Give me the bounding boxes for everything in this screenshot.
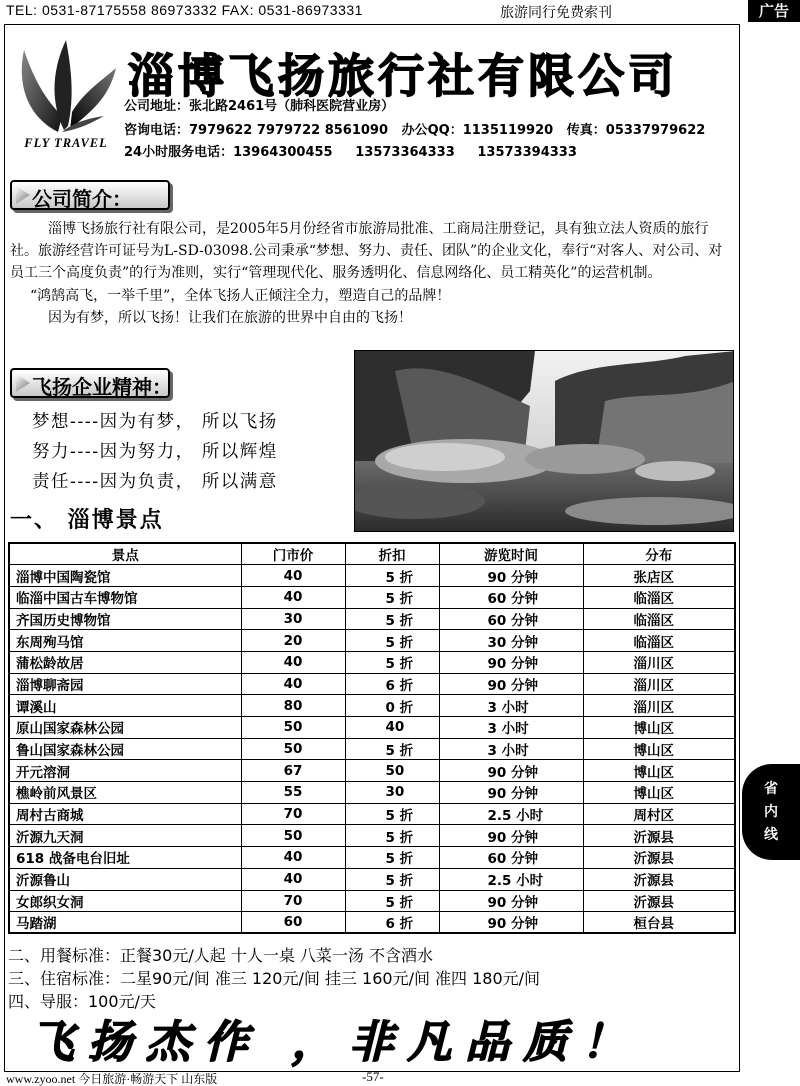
table-row bbox=[9, 608, 735, 630]
spot-discount: 5 折 bbox=[345, 825, 439, 847]
motto: 飞扬杰作 ，非凡品质！ bbox=[30, 1017, 640, 1068]
spot-discount: 50 bbox=[345, 760, 439, 782]
table-row bbox=[9, 673, 735, 695]
spot-name: 沂源鲁山 bbox=[9, 868, 241, 890]
spot-district: 临淄区 bbox=[583, 630, 735, 652]
guide-standard: 四、导服：100元/天 bbox=[8, 992, 156, 1011]
spot-duration: 90 分钟 bbox=[439, 825, 583, 847]
company-logo bbox=[12, 32, 120, 156]
spot-district: 博山区 bbox=[583, 760, 735, 782]
spot-price: 40 bbox=[241, 847, 345, 869]
spot-name: 淄博中国陶瓷馆 bbox=[9, 565, 241, 587]
spot-duration: 60 分钟 bbox=[439, 608, 583, 630]
spot-price: 30 bbox=[241, 608, 345, 630]
hotline-line bbox=[124, 141, 577, 160]
spot-name: 618 战备电台旧址 bbox=[9, 847, 241, 869]
spot-district: 周村区 bbox=[583, 803, 735, 825]
spot-price: 40 bbox=[241, 651, 345, 673]
spot-name: 蒲松龄故居 bbox=[9, 651, 241, 673]
spot-district: 临淄区 bbox=[583, 608, 735, 630]
flame-leaf-icon bbox=[12, 32, 120, 136]
spot-duration: 3 小时 bbox=[439, 738, 583, 760]
spot-district: 桓台县 bbox=[583, 912, 735, 934]
ad-badge: 广告 bbox=[748, 0, 800, 22]
spot-discount: 6 折 bbox=[345, 673, 439, 695]
spot-price: 67 bbox=[241, 760, 345, 782]
spot-duration: 90 分钟 bbox=[439, 651, 583, 673]
page-number: -57- bbox=[362, 1069, 384, 1084]
spot-discount: 5 折 bbox=[345, 630, 439, 652]
consult-line bbox=[124, 119, 705, 138]
spot-discount: 5 折 bbox=[345, 847, 439, 869]
spot-duration: 2.5 小时 bbox=[439, 868, 583, 890]
top-contact: TEL: 0531-87175558 86973332 FAX: 0531-86973331 bbox=[6, 2, 363, 18]
consult-phones: 7979622 7979722 8561090 bbox=[189, 123, 389, 138]
qq-label: 办公QQ： bbox=[401, 123, 463, 138]
company-name: 淄博飞扬旅行社有限公司 bbox=[128, 49, 678, 103]
spot-price: 40 bbox=[241, 565, 345, 587]
table-row bbox=[9, 738, 735, 760]
section-title-zibo-spots: 一、 淄博景点 bbox=[10, 507, 164, 533]
spot-discount: 5 折 bbox=[345, 651, 439, 673]
table-row bbox=[9, 760, 735, 782]
intro-paragraph-3: 因为有梦，所以飞扬！让我们在旅游的世界中自由的飞扬！ bbox=[48, 309, 412, 326]
spots-table bbox=[8, 542, 736, 934]
scenery-photo bbox=[354, 350, 734, 532]
spirit-line-1: 梦想----因为有梦， 所以飞扬 bbox=[32, 412, 278, 432]
spot-price: 40 bbox=[241, 673, 345, 695]
company-address: 公司地址：张北路2461号（肺科医院营业房） bbox=[124, 99, 395, 114]
spot-price: 40 bbox=[241, 868, 345, 890]
intro-paragraph-2: “鸿鹄高飞，一举千里”，全体飞扬人正倾注全力，塑造自己的品牌！ bbox=[30, 287, 451, 304]
spot-duration: 90 分钟 bbox=[439, 912, 583, 934]
table-row bbox=[9, 868, 735, 890]
spot-duration: 90 分钟 bbox=[439, 565, 583, 587]
spot-name: 沂源九天洞 bbox=[9, 825, 241, 847]
spot-discount: 30 bbox=[345, 782, 439, 804]
table-row bbox=[9, 630, 735, 652]
spot-district: 博山区 bbox=[583, 738, 735, 760]
spot-discount: 6 折 bbox=[345, 912, 439, 934]
spot-price: 70 bbox=[241, 803, 345, 825]
spot-district: 沂源县 bbox=[583, 825, 735, 847]
col-header-discount: 折扣 bbox=[345, 543, 439, 565]
spot-name: 周村古商城 bbox=[9, 803, 241, 825]
spot-duration: 3 小时 bbox=[439, 717, 583, 739]
spot-name: 鲁山国家森林公园 bbox=[9, 738, 241, 760]
spot-district: 淄川区 bbox=[583, 651, 735, 673]
spot-price: 60 bbox=[241, 912, 345, 934]
footer-site: www.zyoo.net 今日旅游·畅游天下 山东版 bbox=[6, 1072, 218, 1086]
hotline-2: 13573364333 bbox=[355, 145, 455, 160]
spot-name: 谭溪山 bbox=[9, 695, 241, 717]
spot-name: 樵岭前风景区 bbox=[9, 782, 241, 804]
spot-name: 原山国家森林公园 bbox=[9, 717, 241, 739]
qq-number: 1135119920 bbox=[462, 123, 554, 138]
spot-discount: 5 折 bbox=[345, 890, 439, 912]
side-tab-char-3: 线 bbox=[764, 827, 778, 843]
top-bar bbox=[0, 0, 800, 22]
spot-discount: 5 折 bbox=[345, 868, 439, 890]
fax-label: 传真： bbox=[566, 123, 606, 138]
side-tab-provincial-routes bbox=[742, 764, 800, 860]
side-tab-char-2: 内 bbox=[764, 804, 778, 820]
table-row bbox=[9, 565, 735, 587]
table-row bbox=[9, 912, 735, 934]
spot-district: 张店区 bbox=[583, 565, 735, 587]
spot-discount: 5 折 bbox=[345, 738, 439, 760]
intro-header: 公司简介： bbox=[10, 180, 170, 210]
spot-duration: 60 分钟 bbox=[439, 847, 583, 869]
spot-price: 55 bbox=[241, 782, 345, 804]
table-row bbox=[9, 782, 735, 804]
table-body bbox=[9, 565, 735, 934]
spot-district: 博山区 bbox=[583, 782, 735, 804]
spot-price: 50 bbox=[241, 825, 345, 847]
spot-duration: 60 分钟 bbox=[439, 586, 583, 608]
hotline-1: 13964300455 bbox=[233, 145, 333, 160]
table-row bbox=[9, 695, 735, 717]
top-slogan: 旅游同行免费索刊 bbox=[500, 5, 612, 21]
table-row bbox=[9, 825, 735, 847]
meal-standard: 二、用餐标准：正餐30元/人起 十人一桌 八菜一汤 不含酒水 bbox=[8, 946, 434, 965]
spot-name: 马踏湖 bbox=[9, 912, 241, 934]
table-row bbox=[9, 586, 735, 608]
spot-duration: 2.5 小时 bbox=[439, 803, 583, 825]
spot-district: 博山区 bbox=[583, 717, 735, 739]
spot-name: 东周殉马馆 bbox=[9, 630, 241, 652]
table-row bbox=[9, 890, 735, 912]
col-header-spot: 景点 bbox=[9, 543, 241, 565]
spot-name: 淄博聊斋园 bbox=[9, 673, 241, 695]
table-row bbox=[9, 717, 735, 739]
col-header-price: 门市价 bbox=[241, 543, 345, 565]
spot-name: 开元溶洞 bbox=[9, 760, 241, 782]
logo-text: FLY TRAVEL bbox=[24, 136, 108, 150]
spot-duration: 90 分钟 bbox=[439, 782, 583, 804]
spot-district: 沂源县 bbox=[583, 890, 735, 912]
table-row bbox=[9, 803, 735, 825]
hotline-3: 13573394333 bbox=[477, 145, 577, 160]
spot-price: 50 bbox=[241, 717, 345, 739]
table-row bbox=[9, 651, 735, 673]
spot-price: 50 bbox=[241, 738, 345, 760]
spot-discount: 5 折 bbox=[345, 565, 439, 587]
spot-discount: 0 折 bbox=[345, 695, 439, 717]
spot-name: 临淄中国古车博物馆 bbox=[9, 586, 241, 608]
spot-name: 女郎织女洞 bbox=[9, 890, 241, 912]
spirit-header: 飞扬企业精神： bbox=[10, 368, 170, 398]
spot-duration: 90 分钟 bbox=[439, 673, 583, 695]
consult-label: 咨询电话： bbox=[124, 123, 190, 138]
table-header-row bbox=[9, 543, 735, 565]
spot-district: 淄川区 bbox=[583, 673, 735, 695]
company-intro bbox=[10, 218, 735, 329]
spot-duration: 3 小时 bbox=[439, 695, 583, 717]
col-header-district: 分布 bbox=[583, 543, 735, 565]
spot-discount: 5 折 bbox=[345, 608, 439, 630]
spot-district: 临淄区 bbox=[583, 586, 735, 608]
spot-district: 沂源县 bbox=[583, 868, 735, 890]
spot-district: 沂源县 bbox=[583, 847, 735, 869]
spot-price: 70 bbox=[241, 890, 345, 912]
spot-price: 80 bbox=[241, 695, 345, 717]
spot-discount: 5 折 bbox=[345, 586, 439, 608]
side-tab-char-1: 省 bbox=[764, 781, 778, 797]
spot-duration: 30 分钟 bbox=[439, 630, 583, 652]
table-row bbox=[9, 847, 735, 869]
hotel-standard: 三、住宿标准：二星90元/间 准三 120元/间 挂三 160元/间 准四 180元/间 bbox=[8, 969, 541, 988]
spot-price: 40 bbox=[241, 586, 345, 608]
spirit-line-3: 责任----因为负责， 所以满意 bbox=[32, 472, 278, 492]
col-header-duration: 游览时间 bbox=[439, 543, 583, 565]
spot-name: 齐国历史博物馆 bbox=[9, 608, 241, 630]
spot-discount: 40 bbox=[345, 717, 439, 739]
spot-duration: 90 分钟 bbox=[439, 760, 583, 782]
spot-district: 淄川区 bbox=[583, 695, 735, 717]
spot-duration: 90 分钟 bbox=[439, 890, 583, 912]
intro-paragraph-1: 淄博飞扬旅行社有限公司，是2005年5月份经省市旅游局批准、工商局注册登记，具有独立法人资质的旅行社。旅游经营许可证号为L-SD-03098.公司秉承“梦想、努力、责任、团队”的企业文化，奉行“对客人、对公司、对员工三个高度负责”的行为准则，实行“管理现代化、服务透明化、信息网络化、员工精英化”的运营机制。 bbox=[10, 221, 723, 282]
spot-price: 20 bbox=[241, 630, 345, 652]
spirit-line-2: 努力----因为努力， 所以辉煌 bbox=[32, 442, 278, 462]
hotline-label: 24小时服务电话： bbox=[124, 145, 234, 160]
fax-number: 05337979622 bbox=[605, 123, 706, 138]
spot-discount: 5 折 bbox=[345, 803, 439, 825]
